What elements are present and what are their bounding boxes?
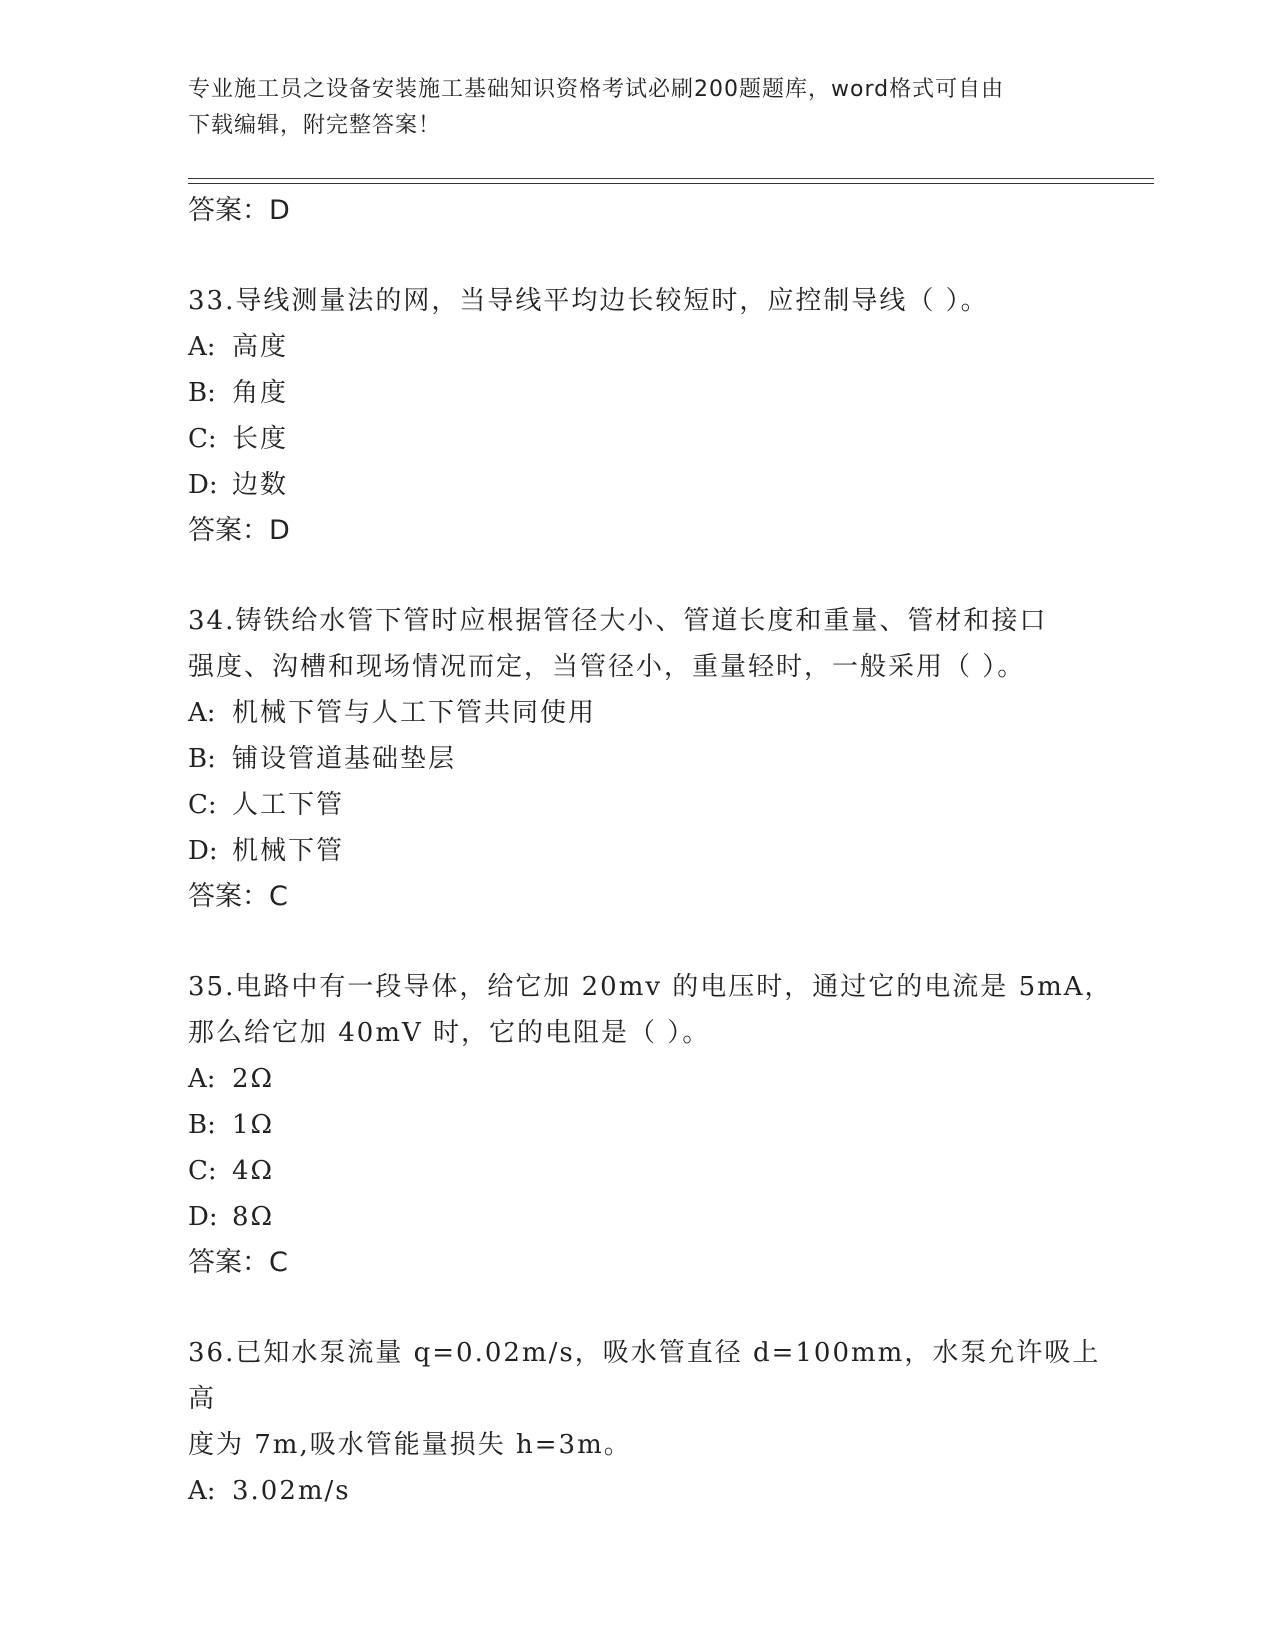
option-label: C: — [188, 1156, 217, 1186]
option-text: 4Ω — [232, 1156, 275, 1186]
question-34 — [188, 598, 1128, 920]
option-text: 2Ω — [232, 1064, 275, 1094]
question-text: 33.导线测量法的网，当导线平均边长较短时，应控制导线（ ）。 — [188, 286, 989, 316]
option-text: 机械下管 — [232, 836, 345, 866]
question-text-line-1: 34.铸铁给水管下管时应根据管径大小、管道长度和重量、管材和接口 — [188, 606, 1048, 636]
option-text: 机械下管与人工下管共同使用 — [232, 698, 597, 728]
question-text — [188, 598, 1128, 690]
header-rule-bottom — [188, 183, 1154, 184]
option-b — [188, 1102, 1128, 1148]
spacer — [188, 234, 1128, 278]
option-c — [188, 782, 1128, 828]
option-text: 长度 — [232, 424, 289, 454]
option-d — [188, 828, 1128, 874]
option-label: A: — [188, 698, 216, 728]
answer-35: 答案：C — [188, 1247, 288, 1278]
document-body — [188, 188, 1128, 1514]
question-text — [188, 964, 1128, 1056]
option-c — [188, 1148, 1128, 1194]
header-line-1: 专业施工员之设备安装施工基础知识资格考试必刷200题题库，word格式可自由 — [188, 77, 1005, 102]
option-text: 角度 — [232, 378, 289, 408]
option-a — [188, 324, 1128, 370]
answer-34: 答案：C — [188, 881, 288, 912]
option-d — [188, 1194, 1128, 1240]
option-a — [188, 690, 1128, 736]
option-b — [188, 370, 1128, 416]
option-label: C: — [188, 424, 217, 454]
question-text-line-2: 强度、沟槽和现场情况而定，当管径小，重量轻时，一般采用（ ）。 — [188, 652, 1026, 682]
option-text: 8Ω — [232, 1202, 275, 1232]
option-label: A: — [188, 1064, 216, 1094]
option-label: D: — [188, 1202, 218, 1232]
question-text-line-2: 度为 7m,吸水管能量损失 h=3m。 — [188, 1430, 632, 1460]
option-text: 高度 — [232, 332, 289, 362]
option-text: 3.02m/s — [232, 1476, 351, 1506]
option-label: A: — [188, 332, 216, 362]
option-label: C: — [188, 790, 217, 820]
option-label: D: — [188, 836, 218, 866]
spacer — [188, 1286, 1128, 1330]
option-text: 边数 — [232, 470, 289, 500]
option-label: A: — [188, 1476, 216, 1506]
answer-prev: 答案：D — [188, 195, 290, 226]
question-33 — [188, 278, 1128, 554]
header-line-2: 下载编辑，附完整答案！ — [188, 113, 442, 138]
question-text — [188, 1330, 1128, 1468]
answer-33: 答案：D — [188, 515, 290, 546]
option-text: 1Ω — [232, 1110, 275, 1140]
spacer — [188, 554, 1128, 598]
option-label: D: — [188, 470, 218, 500]
option-c — [188, 416, 1128, 462]
question-text-line-2: 那么给它加 40mV 时，它的电阻是（ ）。 — [188, 1018, 711, 1048]
spacer — [188, 920, 1128, 964]
option-label: B: — [188, 1110, 216, 1140]
question-36 — [188, 1330, 1128, 1514]
option-label: B: — [188, 378, 216, 408]
header-rule-top — [188, 178, 1154, 179]
question-text-line-1: 36.已知水泵流量 q=0.02m/s，吸水管直径 d=100mm，水泵允许吸上高 — [188, 1338, 1101, 1414]
option-d — [188, 462, 1128, 508]
option-text: 铺设管道基础垫层 — [232, 744, 457, 774]
option-text: 人工下管 — [232, 790, 345, 820]
option-a — [188, 1468, 1128, 1514]
option-b — [188, 736, 1128, 782]
question-35 — [188, 964, 1128, 1286]
question-text-line-1: 35.电路中有一段导体，给它加 20mv 的电压时，通过它的电流是 5mA， — [188, 972, 1113, 1002]
document-header — [188, 72, 1088, 144]
option-a — [188, 1056, 1128, 1102]
option-label: B: — [188, 744, 216, 774]
